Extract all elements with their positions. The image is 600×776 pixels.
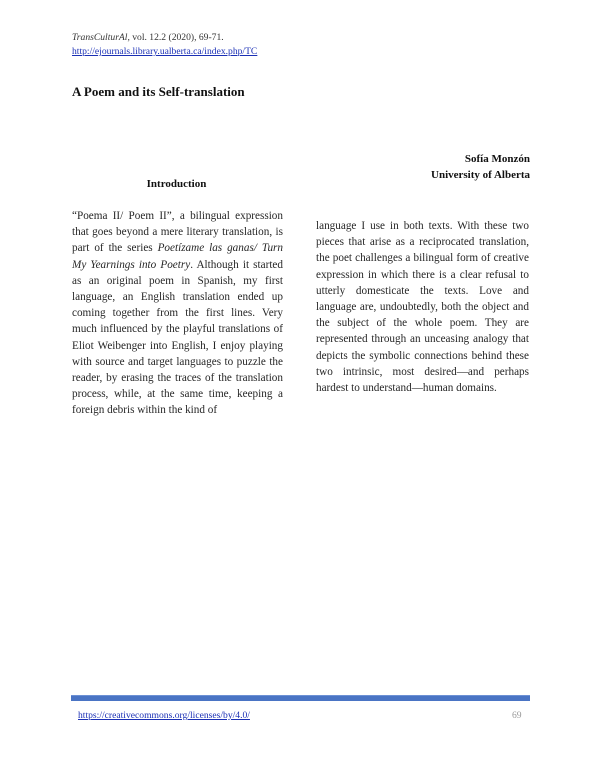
citation-line xyxy=(72,31,257,45)
journal-url-link[interactable]: http://ejournals.library.ualberta.ca/index.php/TC xyxy=(72,46,258,57)
author-name: Sofía Monzón xyxy=(464,153,530,165)
license-link[interactable]: https://creativecommons.org/licenses/by/4.0/ xyxy=(78,710,250,721)
journal-name: TransCulturAl xyxy=(72,32,128,43)
body-column-right: language I use in both texts. With these two pieces that arise as a reciprocated translation, the poet challenges a bilingual form of creative expression in which there is a clear refusal to utterly domesticate the texts. Love and language are, undoubtedly, both the object and the subject of the whole poem. They are represented through an unceasing analogy that depicts the symbolic connections behind these two intrinsic, most desired—and perhaps hardest to understand—human domains. xyxy=(316,220,529,395)
page-number: 69 xyxy=(512,710,522,721)
article-title: A Poem and its Self-translation xyxy=(72,84,245,99)
running-header xyxy=(72,31,257,59)
body-column-left xyxy=(72,208,283,419)
footer xyxy=(78,710,250,721)
volume-info: , vol. 12.2 (2020), 69-71. xyxy=(127,32,224,43)
body-text: “Poema II/ Poem II”, a bilingual expression that goes beyond a mere literary translation, is part of the series xyxy=(72,210,283,255)
series-title: Poetízame las ganas/ Turn My Yearnings into Poetry xyxy=(72,242,284,271)
author-block xyxy=(431,151,530,183)
section-heading: Introduction xyxy=(146,178,207,190)
author-affiliation: University of Alberta xyxy=(431,169,530,181)
footer-rule xyxy=(71,695,530,701)
body-text: . Although it started as an original poem in Spanish, my first language, an English translation ended up coming together from the first lines. Very much influenced by the playful translations of Eliot Weibenger into English, I enjoy playing with source and target languages to puzzle the reader, by erasing the traces of the translation process, while, at the same time, keeping a foreign debris within the kind of xyxy=(72,258,283,417)
